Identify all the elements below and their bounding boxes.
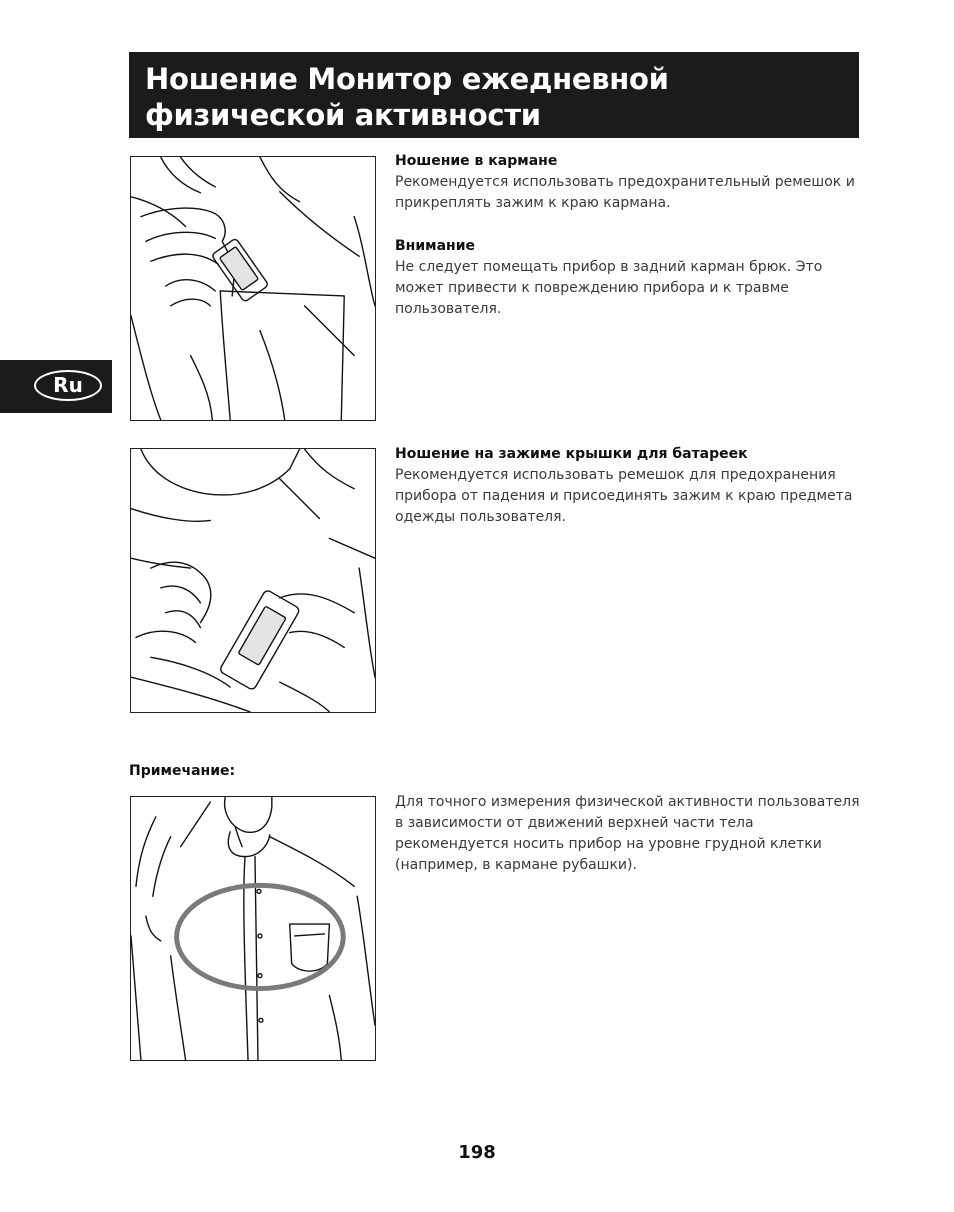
battery-clip-section <box>395 444 865 528</box>
note-label: Примечание: <box>129 763 236 779</box>
warning-heading: Внимание <box>395 238 476 254</box>
pocket-clip-illustration <box>130 156 376 421</box>
battery-clip-text: Рекомендуется использовать ремешок для предохранения прибора от падения и присоединять зажим к краю предмета одежды пользователя. <box>395 467 853 525</box>
note-section <box>395 792 865 876</box>
battery-cover-clip-illustration <box>130 448 376 713</box>
pocket-section <box>395 151 865 320</box>
language-label: Ru <box>34 370 102 401</box>
warning-text: Не следует помещать прибор в задний карман брюк. Это может привести к повреждению прибора и к травме пользователя. <box>395 259 823 317</box>
language-tab <box>0 360 112 413</box>
pocket-heading: Ношение в кармане <box>395 153 558 169</box>
battery-clip-heading: Ношение на зажиме крышки для батареек <box>395 446 748 462</box>
page-number: 198 <box>458 1142 496 1163</box>
page-title-line-2: физической активности <box>145 98 541 132</box>
page-title-line-1: Ношение Монитор ежедневной <box>145 62 669 96</box>
chest-level-illustration <box>130 796 376 1061</box>
page-header <box>129 52 859 138</box>
pocket-text: Рекомендуется использовать предохранительный ремешок и прикреплять зажим к краю кармана. <box>395 174 855 211</box>
note-text: Для точного измерения физической активности пользователя в зависимости от движений верхней части тела рекомендуется носить прибор на уровне грудной клетки (например, в кармане рубашки). <box>395 794 860 873</box>
